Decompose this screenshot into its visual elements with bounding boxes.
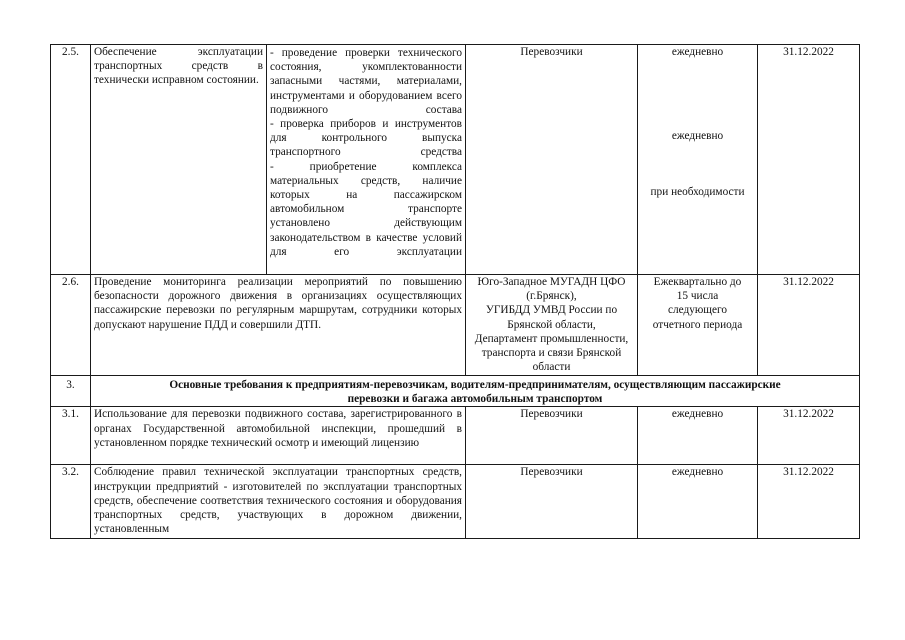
event-description: Обеспечение эксплуатации транспортных средств в технически исправном состоянии. <box>91 45 267 275</box>
table-row <box>51 407 860 465</box>
row-number: 3.2. <box>51 465 91 539</box>
deadline: 31.12.2022 <box>758 275 860 376</box>
period-item: ежедневно <box>671 46 724 58</box>
executor: Перевозчики <box>466 407 638 465</box>
action-item: - проверка приборов и инструментов для контрольного выпуска транспортного средства <box>270 118 462 159</box>
period-line: отчетного периода <box>652 318 743 331</box>
deadline: 31.12.2022 <box>758 465 860 539</box>
executor-line: Брянской области, <box>507 318 596 331</box>
executor <box>466 275 638 376</box>
deadline: 31.12.2022 <box>758 407 860 465</box>
executor: Перевозчики <box>466 45 638 275</box>
section-title-line: Основные требования к предприятиям-перевозчикам, водителям-предпринимателям, осуществляющим пассажирские <box>169 379 781 391</box>
row-number: 3.1. <box>51 407 91 465</box>
period: ежедневно <box>638 407 758 465</box>
section-title-line: перевозки и багажа автомобильным транспортом <box>347 393 603 406</box>
row-number: 2.6. <box>51 275 91 376</box>
action-item: - приобретение комплекса материальных средств, наличие которых на пассажирском автомобильном транспорте установлено действующим законодательством в качестве условий для его эксплуатации <box>270 160 462 258</box>
period <box>638 275 758 376</box>
event-description: Проведение мониторинга реализации мероприятий по повышению безопасности дорожного движения в организациях осуществляющих пассажирские перевозки по регулярным маршрутам, сотрудники которых допускают нарушение ПДД и совершили ДТП. <box>91 275 466 376</box>
table-row <box>51 45 860 275</box>
row-number: 2.5. <box>51 45 91 275</box>
executor-line: Департамент промышленности, <box>474 332 629 345</box>
executor-line: области <box>532 361 571 374</box>
executor-line: транспорта и связи Брянской <box>481 347 622 360</box>
section-number: 3. <box>51 376 91 407</box>
table-row <box>51 465 860 539</box>
executor-line: УГИБДД УМВД России по <box>485 304 618 317</box>
action-item: - проведение проверки технического состояния, укомплектованности запасными частями, материалами, инструментами и оборудованием всего подвижного состава <box>270 47 462 116</box>
period-line: 15 числа <box>676 290 719 303</box>
period <box>638 45 758 275</box>
event-actions <box>267 45 466 275</box>
executor: Перевозчики <box>466 465 638 539</box>
period-item: ежедневно <box>671 130 724 143</box>
period-line: следующего <box>667 304 728 317</box>
event-description: Соблюдение правил технической эксплуатации транспортных средств, инструкции предприятий - изготовителей по эксплуатации транспортных средств, обеспечение соответствия технического состояния и оборудования транспортных средств, участвующих в дорожном движении, установленным <box>91 465 466 539</box>
section-row <box>51 376 860 407</box>
measures-table <box>50 44 860 539</box>
deadline: 31.12.2022 <box>758 45 860 275</box>
period-line: Ежеквартально до <box>653 276 742 288</box>
section-title <box>91 376 860 407</box>
event-description: Использование для перевозки подвижного состава, зарегистрированного в органах Государственной автомобильной инспекции, прошедший в установленном порядке технический осмотр и имеющий лицензию <box>91 407 466 465</box>
executor-line: (г.Брянск), <box>526 290 577 303</box>
period: ежедневно <box>638 465 758 539</box>
executor-line: Юго-Западное МУГАДН ЦФО <box>477 276 626 288</box>
table-row <box>51 275 860 376</box>
period-item: при необходимости <box>650 186 745 199</box>
